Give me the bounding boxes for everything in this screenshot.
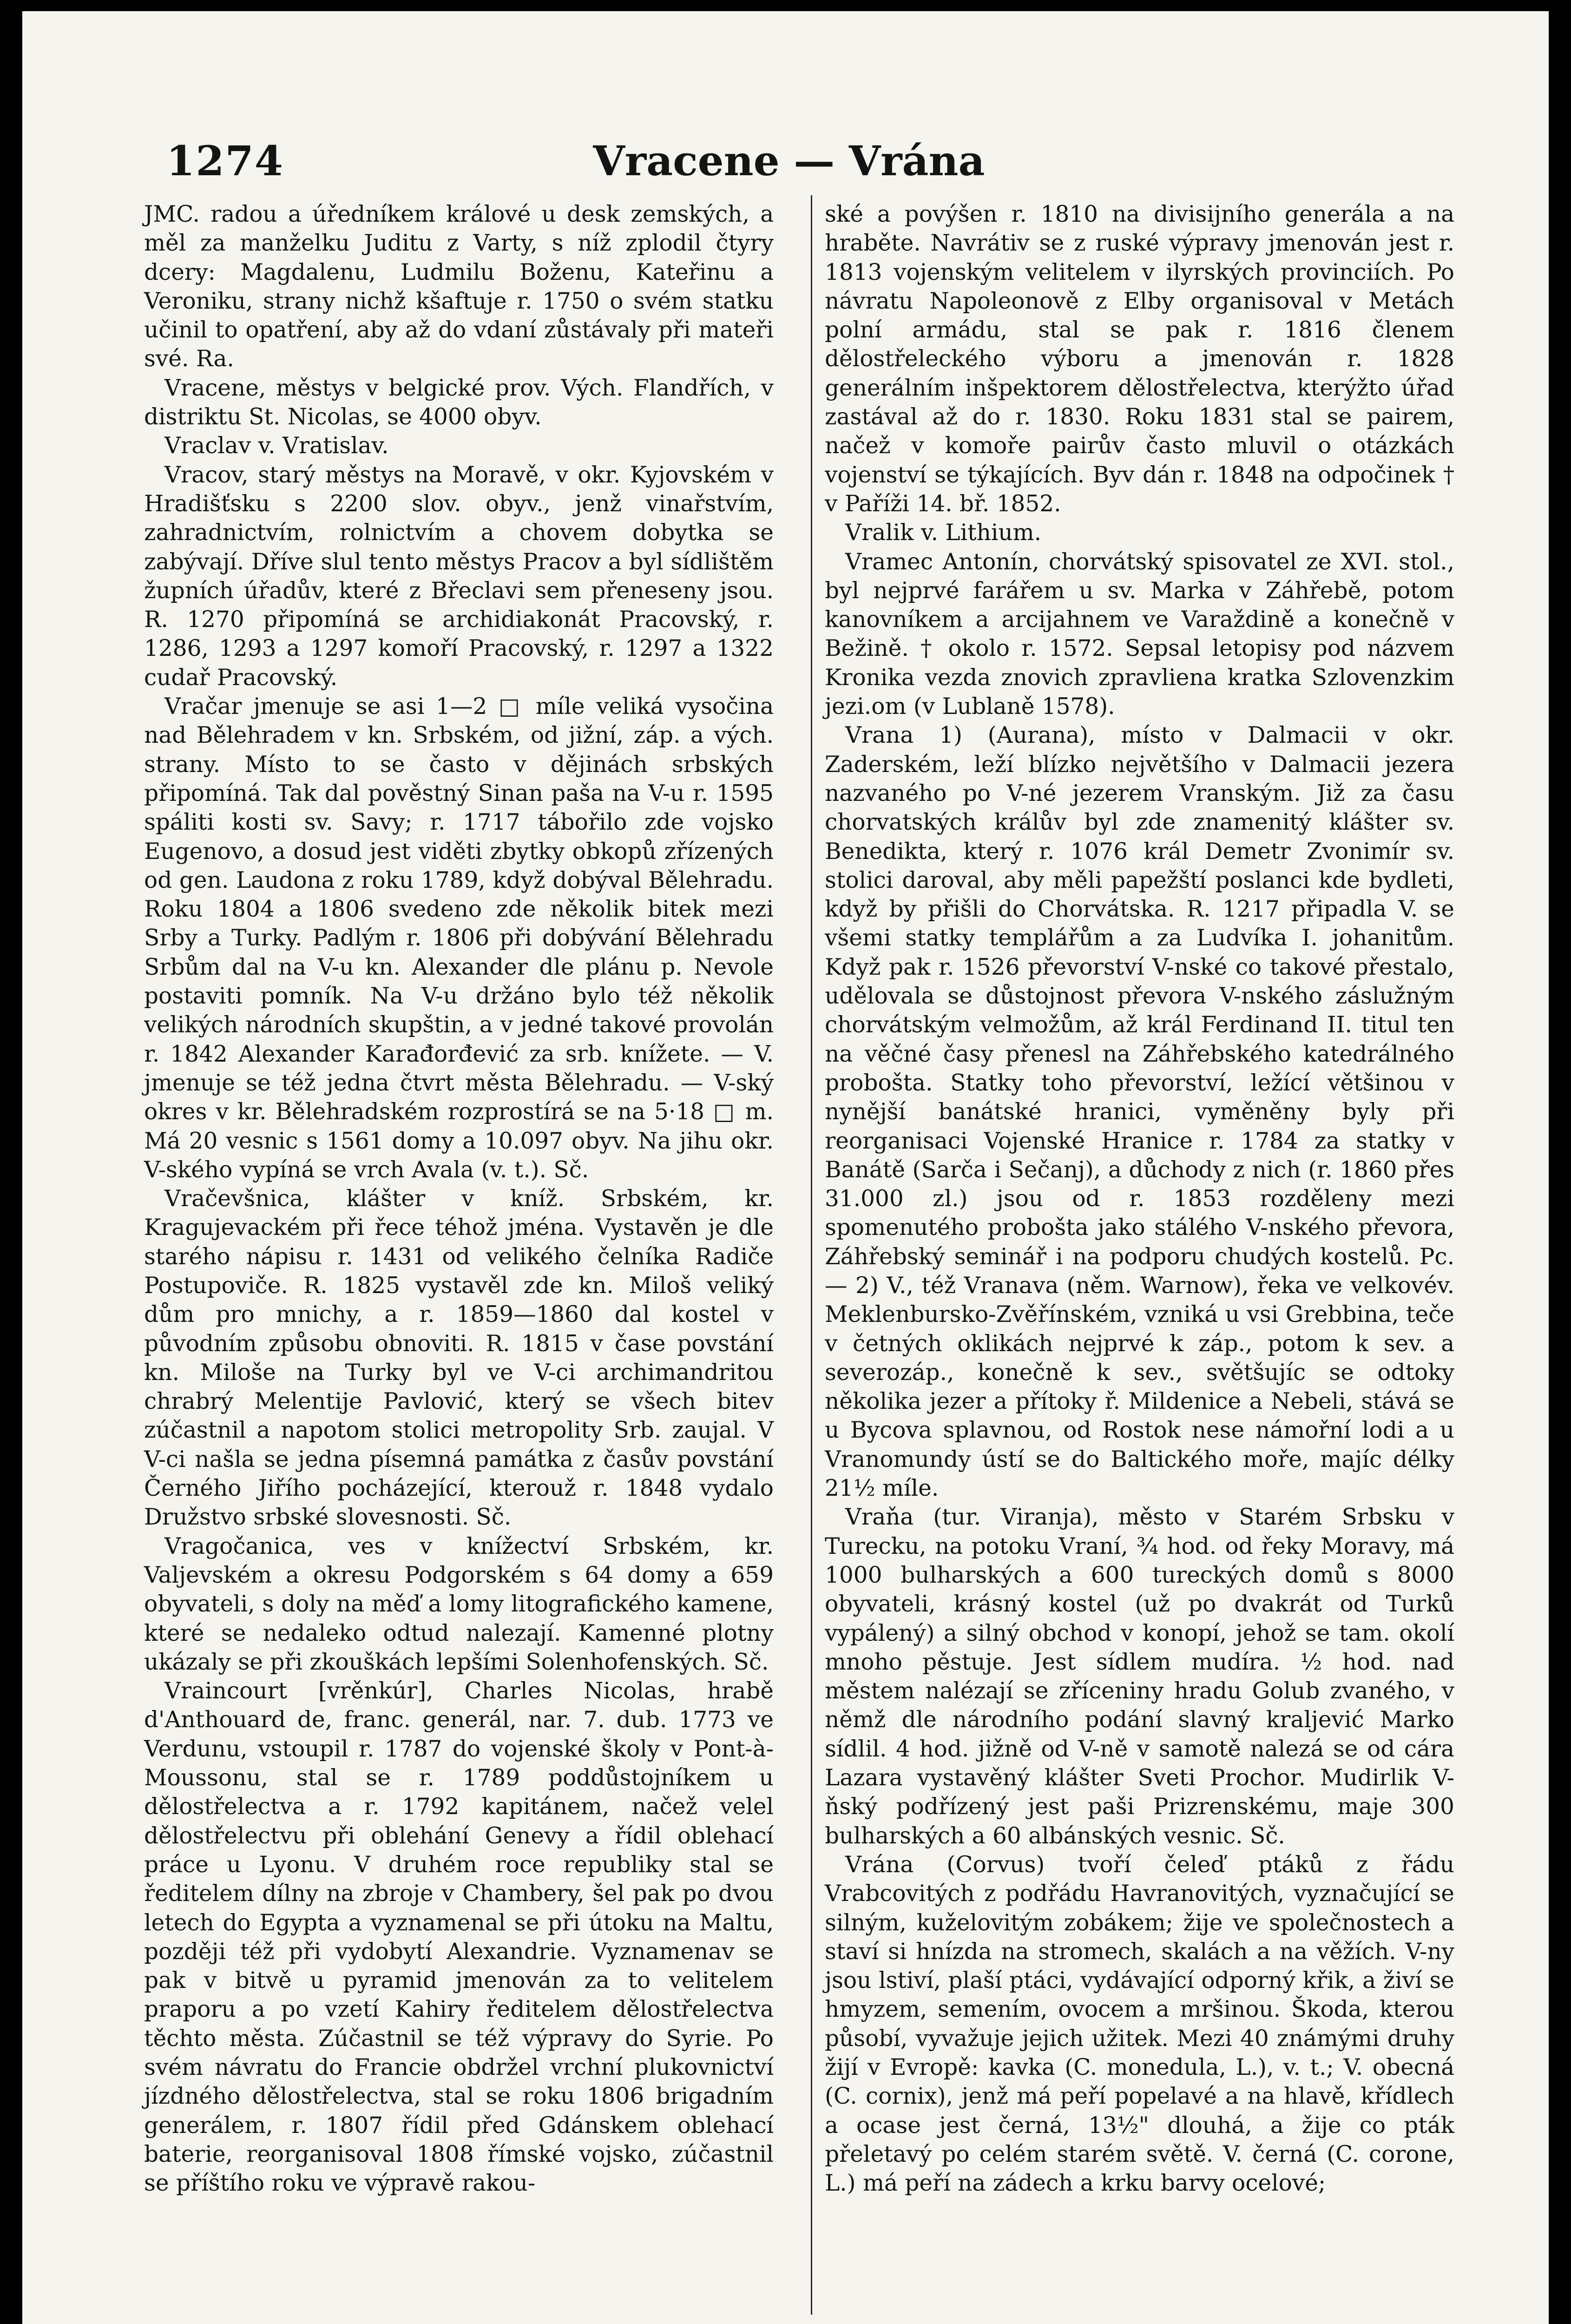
page-header xyxy=(166,137,1412,192)
entry-vramec: Vramec Antonín, chorvátský spisovatel ze XVI. stol., byl nejprvé farářem u sv. Marka v Záhřebě, potom kanovníkem a arcijahnem ve Varaždině a konečně v Bežině. † okolo r. 1572. Sepsal letopisy pod názvem Kronika vezda znovich zpravliena kratka Szlovenzkim jezi.om (v Lublaně 1578). xyxy=(825,548,1454,720)
entry-continuation: JMC. radou a úředníkem králové u desk zemských, a měl za manželku Juditu z Varty, s níž zplodil čtyry dcery: Magdalenu, Ludmilu Boženu, Kateřinu a Veroniku, strany nichž kšaftuje r. 1750 o svém statku učinil to opatření, aby až do vdaní zůstávaly při mateři své. Ra. xyxy=(144,201,774,372)
right-column xyxy=(825,200,1454,2198)
entry-vraclav: Vraclav v. Vratislav. xyxy=(164,433,389,459)
entry-vrana-1: Vrana 1) (Aurana), místo v Dalmacii v okr. Zaderském, leží blízko největšího v Dalmacii jezera nazvaného po V-né jezerem Vranským. Již za času chorvatských králův byl zde znamenitý klášter sv. Benedikta, který r. 1076 král Demetr Zvonimír sv. stolici daroval, aby měli papežští poslanci kde bydleti, když by přišli do Chorvátska. R. 1217 připadla V. se všemi statky templářům a za Ludvíka I. johanitům. Když pak r. 1526 převorství V-nské co takové přestalo, udělovala se důstojnost převora V-nského záslužným chorvátským velmožům, až král Ferdinand II. titul ten na věčné časy přenesl na Záhřebského katedrálného probošta. Statky toho převorství, ležící většinou v nynější banátské hranici, vyměněny byly při reorganisaci Vojenské Hranice r. 1784 za statky v Banátě (Sarča i Sečanj), a důchody z nich (r. 1860 přes 31.000 zl.) jsou od r. 1853 rozděleny mezi spomenutého probošta jako stálého V-nského převora, Záhřebský seminář i na podporu chudých kostelů. Pc. — 2) V., též Vranava (něm. Warnow), řeka ve velkovév. Meklenbursko-Zvěřínském, vzniká u vsi Grebbina, teče v četných oklikách nejprvé k záp., potom k sev. a severozáp., konečně k sev., světšujíc se odtoky několika jezer a přítoky ř. Mildenice a Nebeli, stává se u Bycova splavnou, od Rostok nese námořní lodi a u Vranomundy ústí se do Baltického moře, majíc délky 21½ míle. xyxy=(825,722,1454,1502)
entry-vrana-town: Vraňa (tur. Viranja), město v Starém Srbsku v Turecku, na potoku Vraní, ¾ hod. od řeky Moravy, má 1000 bulharských a 600 tureckých domů s 8000 obyvateli, krásný kostel (už po dvakrát od Turků vypálený) a silný obchod v konopí, jehož se tam. okolí mnoho pěstuje. Jest sídlem mudíra. ½ hod. nad městem nalézají se zříceniny hradu Golub zvaného, v němž dle národního podání slavný kraljević Marko sídlil. 4 hod. jižně od V-ně v samotě nalezá se od cára Lazara vystavěný klášter Sveti Prochor. Mudirlik V-ňský podřízený jest paši Prizrenskému, maje 300 bulharských a 60 albánských vesnic. Sč. xyxy=(825,1504,1454,1849)
column-divider xyxy=(811,195,812,2315)
entry-vralik: Vralik v. Lithium. xyxy=(845,520,1042,546)
entry-vracene: Vracene, městys v belgické prov. Vých. Flandřích, v distriktu St. Nicolas, se 4000 obyv. xyxy=(144,375,774,430)
left-column xyxy=(144,200,774,2198)
entry-vracevsnica: Vračevšnica, klášter v kníž. Srbském, kr. Kragujevackém při řece téhož jména. Vystavěn je dle starého nápisu r. 1431 od velikého čelníka Radiče Postupoviče. R. 1825 vystavěl zde kn. Miloš veliký dům pro mnichy, a r. 1859—1860 dal kostel v původním způsobu obnoviti. R. 1815 v čase povstání kn. Miloše na Turky byl ve V-ci archimandritou chrabrý Melentije Pavlović, který se všech bitev zúčastnil a napotom stolici metropolity Srb. zaujal. V V-ci našla se jedna písemná památka z časův povstání Černého Jiřího pocházející, kterouž r. 1848 vydalo Družstvo srbské slovesnosti. Sč. xyxy=(144,1186,774,1531)
entry-vrana-corvus: Vrána (Corvus) tvoří čeleď ptáků z řádu Vrabcovitých z podřádu Havranovitých, vyznačující se silným, kuželovitým zobákem; žije ve společnostech a staví si hnízda na stromech, skalách a na věžích. V-ny jsou lstiví, plaší ptáci, vydávající odporný křik, a živí se hmyzem, semením, ovocem a mršinou. Škoda, kterou působí, vyvažuje jejich užitek. Mezi 40 známými druhy žijí v Evropě: kavka (C. monedula, L.), v. t.; V. obecná (C. cornix), jenž má peří popelavé a na hlavě, křídlech a ocase jest černá, 13½" dlouhá, a žije co pták přeletavý po celém starém světě. V. černá (C. corone, L.) má peří na zádech a krku barvy ocelové; xyxy=(825,1851,1454,2197)
entry-vraincourt: Vraincourt [vrěnkúr], Charles Nicolas, hrabě d'Anthouard de, franc. generál, nar. 7. dub. 1773 ve Verdunu, vstoupil r. 1787 do vojenské školy v Pont-à-Moussonu, stal se r. 1789 poddůstojníkem u dělostřelectva a r. 1792 kapitánem, načež velel dělostřelectvu při oblehání Genevy a řídil oblehací práce u Lyonu. V druhém roce republiky stal se ředitelem dílny na zbroje v Chambery, šel pak po dvou letech do Egypta a vyznamenal se při útoku na Maltu, později též při vydobytí Alexandrie. Vyznamenav se pak v bitvě u pyramid jmenován za to velitelem praporu a po vzetí Kahiry ředitelem dělostřelectva těchto města. Zúčastnil se též výpravy do Syrie. Po svém návratu do Francie obdržel vrchní plukovnictví jízdného dělostřelectva, stal se roku 1806 brigadním generálem, r. 1807 řídil před Gdánskem oblehací baterie, reorganisoval 1808 římské vojsko, zúčastnil se příštího roku ve výpravě rakou- xyxy=(144,1678,774,2197)
page-number: 1274 xyxy=(166,137,284,185)
entry-continuation-right: ské a povýšen r. 1810 na divisijního generála a na hraběte. Navrátiv se z ruské výpravy jmenován jest r. 1813 vojenským velitelem v ilyrských provinciích. Po návratu Napoleonově z Elby organisoval v Metách polní armádu, stal se pak r. 1816 členem dělostřeleckého výboru a jmenován r. 1828 generálním inšpektorem dělostřelectva, kterýžto úřad zastával až do r. 1830. Roku 1831 stal se pairem, načež v komoře pairův často mluvil o otázkách vojenství se týkajících. Byv dán r. 1848 na odpočinek † v Paříži 14. bř. 1852. xyxy=(825,201,1454,517)
entry-vragocanica: Vragočanica, ves v knížectví Srbském, kr. Valjevském a okresu Podgorském s 64 domy a 659 obyvateli, s doly na měď a lomy litografického kamene, které se nedaleko odtud nalezají. Kamenné plotny ukázaly se při zkouškách lepšími Solenhofenských. Sč. xyxy=(144,1533,774,1675)
entry-vracov: Vracov, starý městys na Moravě, v okr. Kyjovském v Hradišťsku s 2200 slov. obyv., jenž vinařstvím, zahradnictvím, rolnictvím a chovem dobytka se zabývají. Dříve slul tento městys Pracov a byl sídlištěm župních úřadův, které z Břeclavi sem přeneseny jsou. R. 1270 připomíná se archidiakonát Pracovský, r. 1286, 1293 a 1297 komoří Pracovský, r. 1297 a 1322 cudař Pracovský. xyxy=(144,462,774,691)
entry-vracar: Vračar jmenuje se asi 1—2 □ míle veliká vysočina nad Bělehradem v kn. Srbském, od jižní, záp. a vých. strany. Místo to se často v dějinách srbských připomíná. Tak dal pověstný Sinan paša na V-u r. 1595 spáliti kosti sv. Savy; r. 1717 tábořilo zde vojsko Eugenovo, a dosud jest viděti zbytky obkopů zřízených od gen. Laudona z roku 1789, když dobýval Bělehradu. Roku 1804 a 1806 svedeno zde několik bitek mezi Srby a Turky. Padlým r. 1806 při dobývání Bělehradu Srbům dal na V-u kn. Alexander dle plánu p. Nevole postaviti pomník. Na V-u držáno bylo též několik velikých národních skupštin, a v jedné takové provolán r. 1842 Alexander Karađorđević za srb. knížete. — V. jmenuje se též jedna čtvrt města Bělehradu. — V-ský okres v kr. Bělehradském rozprostírá se na 5·18 □ m. Má 20 vesnic s 1561 domy a 10.097 obyv. Na jihu okr. V-ského vypíná se vrch Avala (v. t.). Sč. xyxy=(144,693,774,1183)
running-head: Vracene — Vrána xyxy=(593,137,985,185)
